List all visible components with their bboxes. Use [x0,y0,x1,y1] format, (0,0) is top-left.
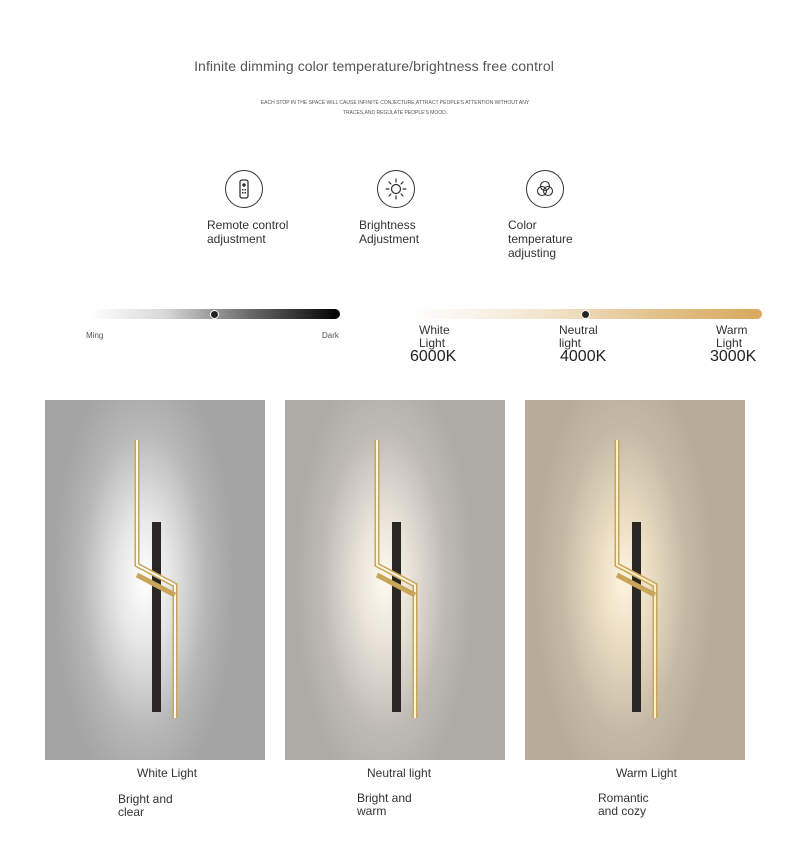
feature-remote [207,170,327,246]
product-photo-warm [525,400,745,760]
photo-caption-desc: Romantic and cozy [598,791,649,818]
page-title: Infinite dimming color temperature/brightness free control [194,58,554,74]
temp-stop-name: Neutral light [559,323,598,350]
feature-brightness [359,170,479,246]
product-photo-neutral [285,400,505,760]
wall-lamp-illustration [285,400,505,760]
brightness-max-label: Dark [322,331,339,340]
product-photo-white [45,400,265,760]
wall-lamp-illustration [525,400,745,760]
color-circles-icon [526,170,564,208]
brightness-slider-knob[interactable] [210,310,219,319]
photo-caption-name: Neutral light [367,766,432,780]
photo-caption-name: White Light [137,766,198,780]
temp-stop-kelvin: 4000K [560,348,607,365]
remote-icon [225,170,263,208]
brightness-min-label: Ming [86,331,104,340]
page-subtitle: EACH STOP IN THE SPACE WILL CAUSE INFINITE CONJECTURE,ATTRACT PEOPLE'S ATTENTION WITHOUT ANY TRACES,AND REGULATE PEOPLE'S MOOD. [260,100,530,116]
temp-stop-name: Warm Light [716,323,748,350]
temp-stop-name: White Light [419,323,450,350]
feature-label: Color temperature adjusting [508,218,573,260]
wall-lamp-illustration [45,400,265,760]
feature-label: Brightness Adjustment [359,218,420,246]
feature-color-temperature [508,170,628,260]
feature-label: Remote control adjustment [207,218,289,246]
temperature-slider-knob[interactable] [581,310,590,319]
photo-caption-name: Warm Light [616,766,677,780]
photo-caption-desc: Bright and warm [357,791,412,818]
temp-stop-kelvin: 6000K [410,348,457,365]
sun-icon [377,170,415,208]
photo-caption-desc: Bright and clear [118,792,173,819]
temp-stop-kelvin: 3000K [710,348,757,365]
